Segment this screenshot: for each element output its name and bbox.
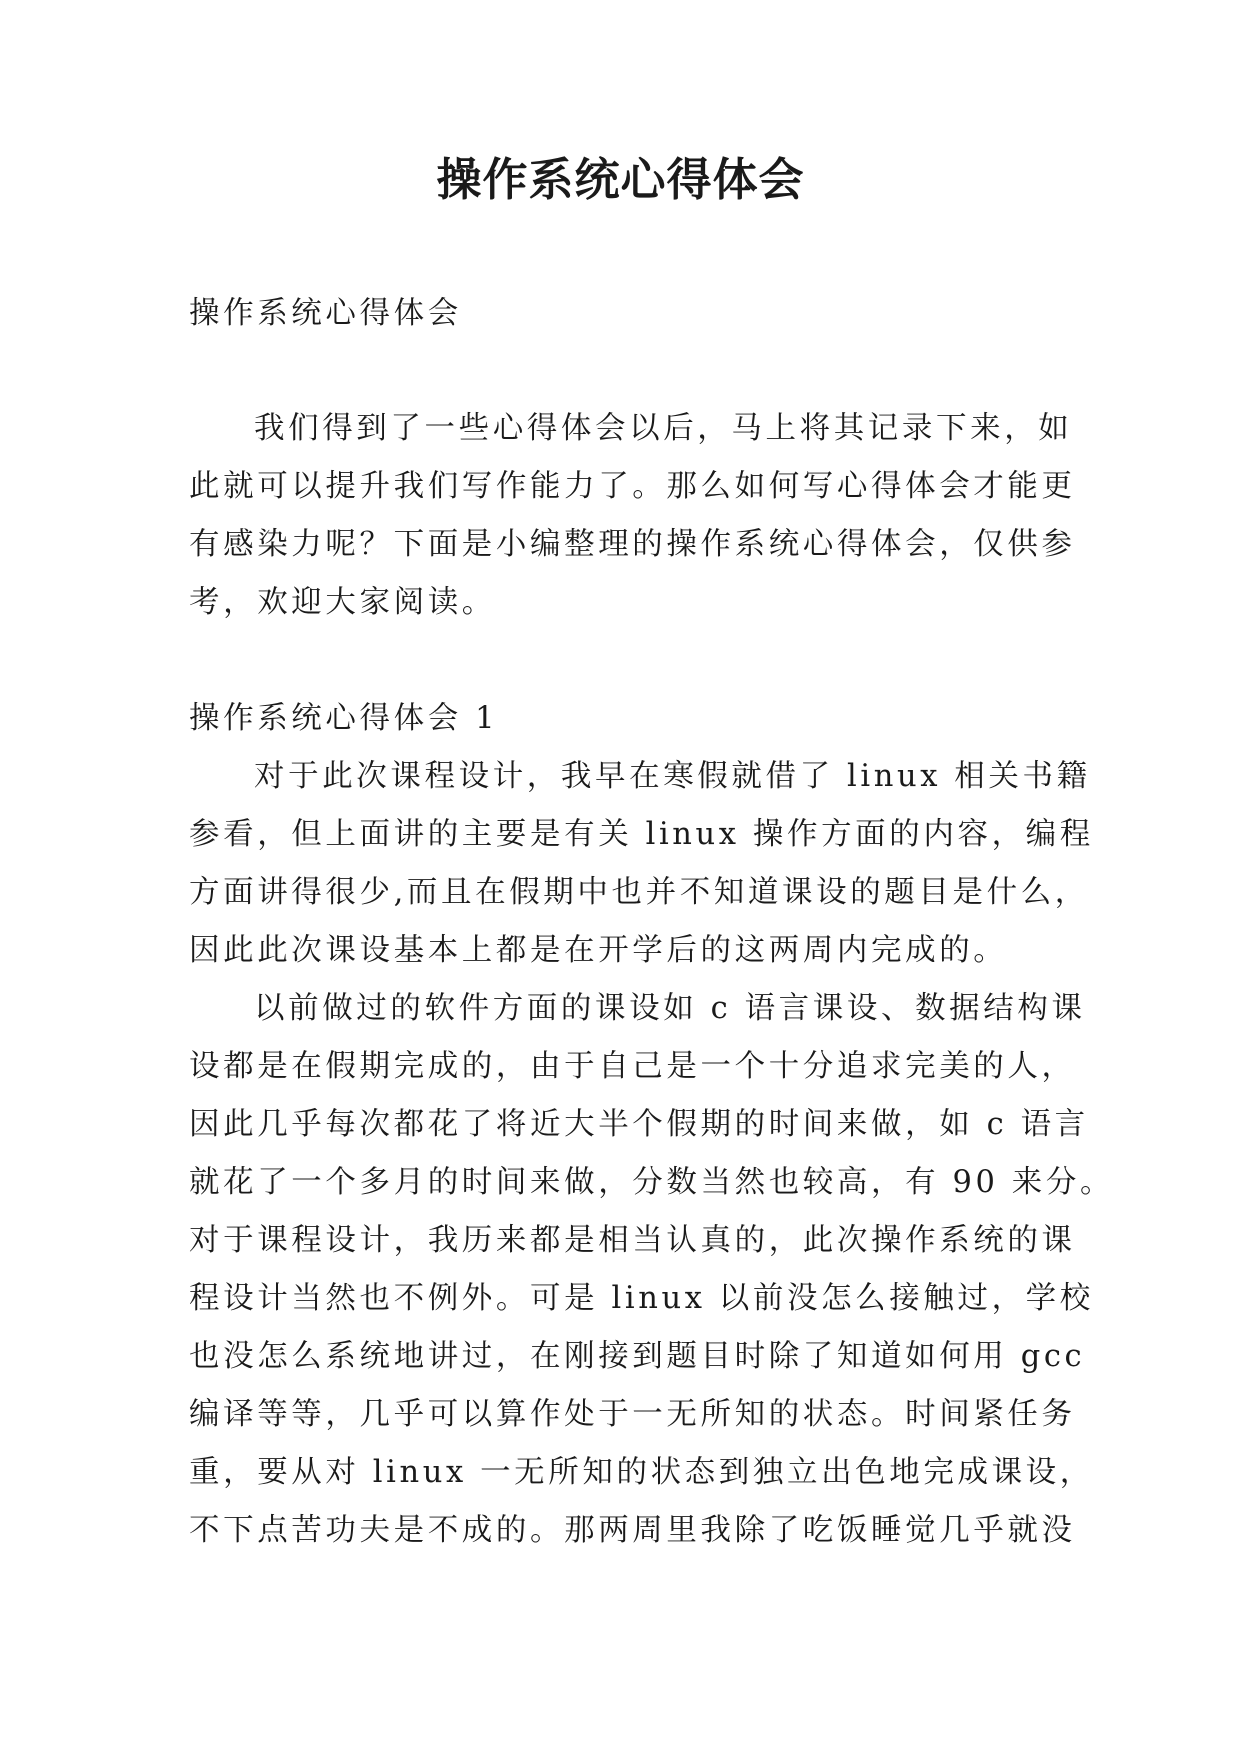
intro-line-3: 有感染力呢？下面是小编整理的操作系统心得体会，仅供参: [189, 527, 1076, 562]
paragraph2-line-3: 因此几乎每次都花了将近大半个假期的时间来做，如 c 语言: [189, 1107, 1089, 1142]
paragraph2-line-5: 对于课程设计，我历来都是相当认真的，此次操作系统的课: [189, 1223, 1076, 1258]
paragraph1-line-3: 方面讲得很少,而且在假期中也并不知道课设的题目是什么，: [189, 875, 1089, 910]
intro-line-2: 此就可以提升我们写作能力了。那么如何写心得体会才能更: [189, 469, 1076, 504]
intro-line-1: 我们得到了一些心得体会以后，马上将其记录下来，如: [254, 411, 1073, 446]
paragraph2-line-2: 设都是在假期完成的，由于自己是一个十分追求完美的人，: [189, 1049, 1076, 1084]
paragraph2-line-4: 就花了一个多月的时间来做，分数当然也较高，有 90 来分。: [189, 1165, 1115, 1200]
section-heading: 操作系统心得体会 1: [189, 701, 499, 736]
paragraph2-line-10: 不下点苦功夫是不成的。那两周里我除了吃饭睡觉几乎就没: [189, 1513, 1076, 1548]
paragraph2-line-8: 编译等等，几乎可以算作处于一无所知的状态。时间紧任务: [189, 1397, 1076, 1432]
paragraph1-line-2: 参看，但上面讲的主要是有关 linux 操作方面的内容，编程: [189, 817, 1094, 852]
paragraph2-line-7: 也没怎么系统地讲过，在刚接到题目时除了知道如何用 gcc: [189, 1339, 1086, 1374]
paragraph1-line-1: 对于此次课程设计，我早在寒假就借了 linux 相关书籍: [254, 759, 1091, 794]
paragraph2-line-9: 重，要从对 linux 一无所知的状态到独立出色地完成课设，: [189, 1455, 1094, 1490]
intro-line-4: 考，欢迎大家阅读。: [189, 585, 496, 620]
paragraph2-line-6: 程设计当然也不例外。可是 linux 以前没怎么接触过，学校: [189, 1281, 1094, 1316]
page-title: 操作系统心得体会: [436, 153, 805, 206]
paragraph2-line-1: 以前做过的软件方面的课设如 c 语言课设、数据结构课: [254, 991, 1086, 1026]
document-subtitle: 操作系统心得体会: [189, 296, 462, 331]
paragraph1-line-4: 因此此次课设基本上都是在开学后的这两周内完成的。: [189, 933, 1008, 968]
